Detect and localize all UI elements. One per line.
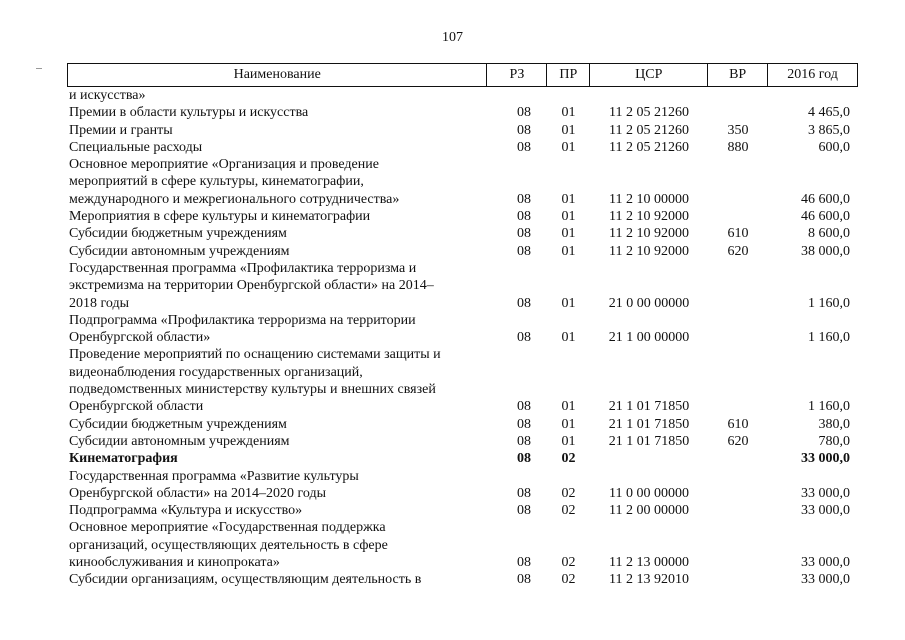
row-name <box>67 104 487 121</box>
row-pr: 01 <box>561 243 576 259</box>
row-pr: 01 <box>561 191 576 207</box>
row-csr: 21 1 01 71850 <box>608 399 690 415</box>
row-pr: 01 <box>561 122 576 138</box>
table-row <box>67 139 858 156</box>
row-name-line: Основное мероприятие «Организация и проведение <box>69 157 379 173</box>
row-name <box>67 416 487 433</box>
row-name <box>67 571 487 588</box>
row-name <box>67 312 487 347</box>
header-year: 2016 год <box>768 64 858 86</box>
row-sum: 33 000,0 <box>801 572 850 588</box>
table-row <box>67 450 858 467</box>
row-sum: 3 865,0 <box>808 122 850 138</box>
row-name <box>67 243 487 260</box>
row-name-line: Основное мероприятие «Государственная поддержка <box>69 520 386 536</box>
row-name-line: Специальные расходы <box>69 139 203 155</box>
row-name <box>67 433 487 450</box>
row-rz: 08 <box>517 209 531 225</box>
row-csr: 21 1 01 71850 <box>608 433 690 449</box>
table-row <box>67 243 858 260</box>
table-row <box>67 225 858 242</box>
table-row <box>67 87 858 104</box>
row-rz: 08 <box>517 139 531 155</box>
row-name <box>67 122 487 139</box>
row-rz: 08 <box>517 503 531 519</box>
row-rz: 08 <box>517 295 531 311</box>
table-row <box>67 519 858 571</box>
table-row <box>67 208 858 225</box>
row-sum: 1 160,0 <box>808 399 850 415</box>
table-row <box>67 346 858 415</box>
header-csr: ЦСР <box>590 64 708 86</box>
row-name <box>67 450 487 467</box>
row-name-line: международного и межрегионального сотрудничества» <box>69 191 400 207</box>
row-name <box>67 468 487 503</box>
row-sum: 33 000,0 <box>801 485 850 501</box>
row-name <box>67 139 487 156</box>
row-rz: 08 <box>517 105 531 121</box>
table-header <box>67 63 858 87</box>
row-vr: 620 <box>727 433 749 449</box>
table-row <box>67 156 858 208</box>
row-vr: 880 <box>727 139 749 155</box>
row-name <box>67 260 487 312</box>
row-name <box>67 346 487 415</box>
table-body <box>67 87 858 589</box>
row-pr: 02 <box>561 485 576 501</box>
table-row <box>67 260 858 312</box>
row-name-line: Премии в области культуры и искусства <box>69 105 309 121</box>
row-sum: 33 000,0 <box>801 503 850 519</box>
row-csr: 11 2 05 21260 <box>609 105 689 121</box>
row-name-line: и искусства» <box>69 88 146 103</box>
row-pr: 02 <box>561 555 576 571</box>
row-pr: 02 <box>561 451 576 467</box>
row-sum: 33 000,0 <box>801 451 850 467</box>
margin-mark <box>36 68 42 69</box>
row-csr: 21 0 00 00000 <box>608 295 690 311</box>
row-name-line: кинообслуживания и кинопроката» <box>69 555 280 571</box>
row-rz: 08 <box>517 330 531 346</box>
table-row <box>67 312 858 347</box>
row-name-line: Оренбургской области <box>69 399 204 415</box>
row-name-line: Субсидии бюджетным учреждениям <box>69 226 287 242</box>
row-name-line: Субсидии организациям, осуществляющим деятельность в <box>69 572 422 588</box>
row-name-line: Государственная программа «Профилактика терроризма и <box>69 260 417 276</box>
row-name-line: мероприятий в сфере культуры, кинематографии, <box>69 174 364 190</box>
row-pr: 01 <box>561 330 576 346</box>
row-pr: 02 <box>561 503 576 519</box>
budget-table <box>67 63 858 589</box>
row-rz: 08 <box>517 122 531 138</box>
header-pr: ПР <box>547 64 590 86</box>
row-name-line: Кинематография <box>69 451 178 467</box>
row-csr: 11 2 10 92000 <box>609 243 689 259</box>
row-csr: 21 1 01 71850 <box>608 416 690 432</box>
row-csr: 11 2 10 00000 <box>609 191 689 207</box>
row-name-line: Субсидии автономным учреждениям <box>69 243 290 259</box>
row-csr: 11 0 00 00000 <box>609 485 689 501</box>
row-pr: 01 <box>561 433 576 449</box>
row-pr: 01 <box>561 226 576 242</box>
row-name-line: Премии и гранты <box>69 122 173 138</box>
row-name <box>67 519 487 571</box>
row-rz: 08 <box>517 191 531 207</box>
row-sum: 1 160,0 <box>808 295 850 311</box>
row-name-line: Мероприятия в сфере культуры и кинематографии <box>69 209 371 225</box>
header-name: Наименование <box>68 64 487 86</box>
row-sum: 4 465,0 <box>808 105 850 121</box>
row-sum: 780,0 <box>818 433 850 449</box>
row-pr: 01 <box>561 416 576 432</box>
table-row <box>67 416 858 433</box>
table-row <box>67 502 858 519</box>
row-pr: 02 <box>561 572 576 588</box>
row-sum: 380,0 <box>818 416 850 432</box>
row-csr: 11 2 13 92010 <box>609 572 689 588</box>
row-name-line: Субсидии бюджетным учреждениям <box>69 416 287 432</box>
row-rz: 08 <box>517 485 531 501</box>
row-name-line: Проведение мероприятий по оснащению системами защиты и <box>69 347 441 363</box>
row-csr: 11 2 13 00000 <box>609 555 689 571</box>
row-vr: 610 <box>727 226 749 242</box>
row-pr: 01 <box>561 209 576 225</box>
row-name-line: видеонаблюдения государственных организаций, <box>69 364 363 380</box>
row-rz: 08 <box>517 226 531 242</box>
row-csr: 21 1 00 00000 <box>608 330 690 346</box>
row-pr: 01 <box>561 105 576 121</box>
row-name-line: Подпрограмма «Культура и искусство» <box>69 503 303 519</box>
row-sum: 1 160,0 <box>808 330 850 346</box>
row-name <box>67 502 487 519</box>
table-row <box>67 122 858 139</box>
row-sum: 38 000,0 <box>801 243 850 259</box>
row-vr: 610 <box>727 416 749 432</box>
row-pr: 01 <box>561 139 576 155</box>
row-rz: 08 <box>517 572 531 588</box>
row-vr: 620 <box>727 243 749 259</box>
row-name-line: экстремизма на территории Оренбургской области» на 2014– <box>69 278 434 294</box>
row-rz: 08 <box>517 416 531 432</box>
table-row <box>67 104 858 121</box>
row-rz: 08 <box>517 243 531 259</box>
row-sum: 46 600,0 <box>801 209 850 225</box>
row-sum: 600,0 <box>818 139 850 155</box>
row-csr: 11 2 05 21260 <box>609 122 689 138</box>
row-pr: 01 <box>561 399 576 415</box>
row-rz: 08 <box>517 555 531 571</box>
page-number: 107 <box>442 30 463 45</box>
row-name <box>67 156 487 208</box>
row-name-line: Подпрограмма «Профилактика терроризма на территории <box>69 312 416 328</box>
row-name-line: Оренбургской области» на 2014–2020 годы <box>69 485 326 501</box>
row-sum: 33 000,0 <box>801 555 850 571</box>
row-name <box>67 225 487 242</box>
row-sum: 8 600,0 <box>808 226 850 242</box>
row-sum: 46 600,0 <box>801 191 850 207</box>
row-name-line: Оренбургской области» <box>69 330 211 346</box>
row-csr: 11 2 10 92000 <box>609 209 689 225</box>
row-rz: 08 <box>517 433 531 449</box>
row-name-line: Субсидии автономным учреждениям <box>69 433 290 449</box>
row-name <box>67 208 487 225</box>
row-csr: 11 2 00 00000 <box>609 503 689 519</box>
row-name-line: организаций, осуществляющих деятельность в сфере <box>69 537 388 553</box>
table-row <box>67 571 858 588</box>
row-vr: 350 <box>727 122 749 138</box>
row-name-line: подведомственных министерству культуры и внешних связей <box>69 382 436 398</box>
row-rz: 08 <box>517 399 531 415</box>
row-csr: 11 2 10 92000 <box>609 226 689 242</box>
table-row <box>67 468 858 503</box>
row-name <box>67 87 487 104</box>
table-row <box>67 433 858 450</box>
header-vr: ВР <box>708 64 768 86</box>
row-name-line: 2018 годы <box>69 295 130 311</box>
row-rz: 08 <box>517 451 531 467</box>
row-csr: 11 2 05 21260 <box>609 139 689 155</box>
header-rz: РЗ <box>487 64 547 86</box>
row-pr: 01 <box>561 295 576 311</box>
row-name-line: Государственная программа «Развитие культуры <box>69 468 359 484</box>
